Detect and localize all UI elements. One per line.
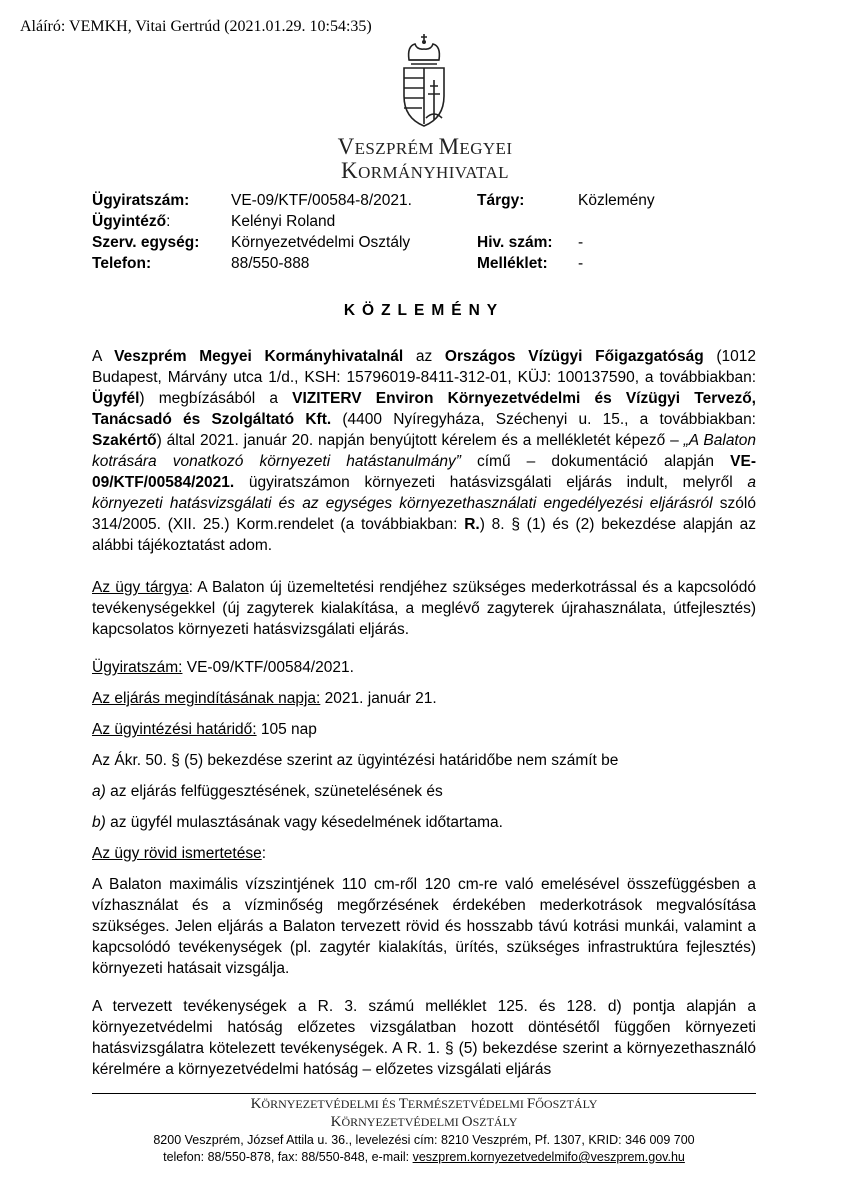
hungarian-coat-of-arms-icon bbox=[395, 30, 453, 130]
small-caps-rest: ORMÁNYHIVATAL bbox=[358, 163, 509, 182]
item-a-text: az eljárás felfüggesztésének, szünetelésének és bbox=[105, 783, 443, 800]
header-right-values bbox=[578, 190, 655, 274]
small-caps-rest: EGYEI bbox=[459, 139, 513, 158]
summary-label: Az ügy rövid ismertetése bbox=[92, 845, 262, 862]
unit-label: Szerv. egység: bbox=[92, 234, 200, 251]
footer-address: 8200 Veszprém, József Attila u. 36., levelezési cím: 8210 Veszprém, Pf. 1307, KRID: 346 009 700 bbox=[153, 1133, 695, 1147]
text-run: szóló 314/2005. (XII. 25.) Korm.rendelet (a továbbiakban: bbox=[92, 495, 756, 533]
text-run: ) 8. § (1) és (2) bekezdése alapján az alábbi tájékoztatást adom. bbox=[92, 516, 757, 554]
small-caps-initial: K bbox=[330, 1114, 342, 1130]
case-number-value: VE-09/KTF/00584-8/2021. bbox=[231, 192, 412, 209]
text-run: című – dokumentáció alapján bbox=[460, 453, 731, 470]
start-date-label: Az eljárás megindításának napja: bbox=[92, 690, 321, 707]
case-officer-label: Ügyintéző bbox=[92, 213, 167, 230]
header-right-labels bbox=[477, 190, 553, 274]
footer-dept2-text bbox=[331, 1114, 518, 1130]
item-b bbox=[92, 812, 756, 833]
text-run: A bbox=[92, 348, 115, 365]
bold-text-run: Ügyfél bbox=[92, 390, 140, 407]
subject-label: Tárgy: bbox=[477, 192, 525, 209]
footer-dept-line1 bbox=[0, 1096, 848, 1113]
small-caps-rest: ERMÉSZETVÉDELMI bbox=[407, 1097, 527, 1111]
subject-value: Közlemény bbox=[578, 192, 655, 209]
issuer-line1-text bbox=[338, 134, 513, 159]
small-caps-initial: K bbox=[341, 158, 359, 183]
small-caps-rest: ŐOSZTÁLY bbox=[535, 1097, 598, 1111]
header-left-values bbox=[231, 190, 412, 274]
text-run: az bbox=[403, 348, 445, 365]
document-title: KÖZLEMÉNY bbox=[343, 302, 505, 319]
item-b-text: az ügyfél mulasztásának vagy késedelmének időtartama. bbox=[105, 814, 503, 831]
case-number-line bbox=[92, 657, 756, 678]
summary-colon: : bbox=[261, 845, 267, 862]
small-caps-initial: V bbox=[337, 134, 355, 159]
footer-contact-prefix: telefon: 88/550-878, fax: 88/550-848, e-mail: bbox=[163, 1150, 413, 1164]
issuer-line2-text bbox=[341, 158, 509, 183]
small-caps-initial: K bbox=[250, 1096, 262, 1112]
start-date-value: 2021. január 21. bbox=[320, 690, 437, 707]
italic-text-run: a környezeti hatásvizsgálati és az egységes környezethasználati engedélyezési eljárásról bbox=[92, 474, 756, 512]
bold-text-run: VE-09/KTF/00584/2021. bbox=[92, 453, 756, 491]
small-caps-initial: O bbox=[461, 1114, 473, 1130]
footer-email-link[interactable]: veszprem.kornyezetvedelmifo@veszprem.gov.hu bbox=[412, 1150, 685, 1164]
summary-paragraph: A Balaton maximális vízszintjének 110 cm-ről 120 cm-re való emelésével összefüggésben a vízhasználat és a vízminőség megőrzésének érdekében mederkotrások megvalósítása szükséges. Jelen eljárás a Balaton tervezett rövid és hosszabb távú kotrási munkái, valamint a kapcsolódó tevékenységek (pl. zagytér kialakítás, ürítés, szükséges infrastruktúra fejlesztés) környezeti hatásait vizsgálja. bbox=[92, 876, 756, 977]
item-b-mark: b) bbox=[92, 814, 106, 831]
text-run: ügyiratszámon környezeti hatásvizsgálati eljárás indult, melyről bbox=[234, 474, 748, 491]
subject-paragraph bbox=[92, 577, 756, 640]
bold-text-run: Veszprém Megyei Kormányhivatalnál bbox=[114, 348, 404, 365]
small-caps-rest: SZTÁLY bbox=[472, 1115, 518, 1129]
subject-text: : A Balaton új üzemeltetési rendjéhez szükséges mederkotrással és a kapcsolódó tevékenységekkel (új zagyterek kialakítása, a meglévő zagyterek újrahasználata, útfejlesztés) kapcsolatos környezeti hatásvizsgálati eljárás. bbox=[92, 579, 756, 638]
last-paragraph: A tervezett tevékenységek a R. 3. számú melléklet 125. és 128. d) pontja alapján a környezetvédelmi hatóság előzetes vizsgálatban hozott döntésétől függően környezeti hatásvizsgálatra kötelezett tevékenységek. A R. 1. § (5) bekezdése szerint a környezethasználó kérelmére a környezetvédelmi hatóság – előzetes vizsgálati eljárás bbox=[92, 998, 756, 1078]
issuer-name-line1 bbox=[300, 134, 550, 160]
small-caps-initial: F bbox=[526, 1096, 536, 1112]
reference-label: Hiv. szám: bbox=[477, 234, 553, 251]
small-caps-rest: ÖRNYEZETVÉDELMI bbox=[341, 1115, 462, 1129]
case-number-line-label: Ügyiratszám: bbox=[92, 659, 183, 676]
akr-line: Az Ákr. 50. § (5) bekezdése szerint az ügyintézési határidőbe nem számít be bbox=[92, 752, 619, 769]
footer-divider bbox=[92, 1093, 756, 1094]
phone-value: 88/550-888 bbox=[231, 255, 310, 272]
phone-label: Telefon: bbox=[92, 255, 152, 272]
small-caps-rest: ESZPRÉM bbox=[354, 139, 439, 158]
item-a-mark: a) bbox=[92, 783, 106, 800]
summary-heading bbox=[92, 843, 756, 864]
small-caps-rest: ÖRNYEZETVÉDELMI ÉS bbox=[261, 1097, 399, 1111]
deadline-label: Az ügyintézési határidő: bbox=[92, 721, 257, 738]
unit-value: Környezetvédelmi Osztály bbox=[231, 234, 411, 251]
footer-dept1-text bbox=[251, 1096, 598, 1112]
text-run: (4400 Nyíregyháza, Széchenyi u. 15., a továbbiakban: bbox=[331, 411, 756, 428]
bold-text-run: VIZITERV Environ Környezetvédelmi és Vízügyi Tervező, Tanácsadó és Szolgáltató Kft. bbox=[92, 390, 756, 428]
text-run: (1012 Budapest, Márvány utca 1/d., KSH: 15796019-8411-312-01, KÜJ: 100137590, a továbbiakban: bbox=[92, 348, 757, 386]
attachment-value: - bbox=[578, 255, 584, 272]
italic-text-run: „A Balaton kotrására vonatkozó környezeti hatástanulmány” bbox=[92, 432, 756, 470]
text-run: ) megbízásából a bbox=[139, 390, 293, 407]
small-caps-initial: T bbox=[398, 1096, 408, 1112]
small-caps-initial: M bbox=[438, 134, 460, 159]
deadline-line bbox=[92, 719, 756, 740]
start-date-line bbox=[92, 688, 756, 709]
issuer-name-line2 bbox=[300, 158, 550, 184]
bold-text-run: R. bbox=[464, 516, 480, 533]
bold-text-run: Szakértő bbox=[92, 432, 157, 449]
digital-signature-line: Aláíró: VEMKH, Vitai Gertrúd (2021.01.29. 10:54:35) bbox=[20, 18, 372, 35]
bold-text-run: Országos Vízügyi Főigazgatóság bbox=[444, 348, 704, 365]
deadline-value: 105 nap bbox=[256, 721, 317, 738]
attachment-label: Melléklet: bbox=[477, 255, 548, 272]
intro-paragraph bbox=[92, 346, 756, 556]
text-run: ) által 2021. január 20. napján benyújtott kérelem és a mellékletét képező – bbox=[156, 432, 684, 449]
case-number-line-value: VE-09/KTF/00584/2021. bbox=[182, 659, 354, 676]
case-officer-value: Kelényi Roland bbox=[231, 213, 336, 230]
item-a bbox=[92, 781, 756, 802]
reference-value: - bbox=[578, 234, 584, 251]
header-left-labels: Ügyiratszám: Ügyintéző: Szerv. egység: Telefon: bbox=[92, 192, 200, 272]
subject-label: Az ügy tárgya bbox=[92, 579, 189, 596]
footer-dept-line2 bbox=[0, 1114, 848, 1131]
case-number-label: Ügyiratszám: bbox=[92, 192, 190, 209]
footer-contact bbox=[0, 1150, 848, 1164]
